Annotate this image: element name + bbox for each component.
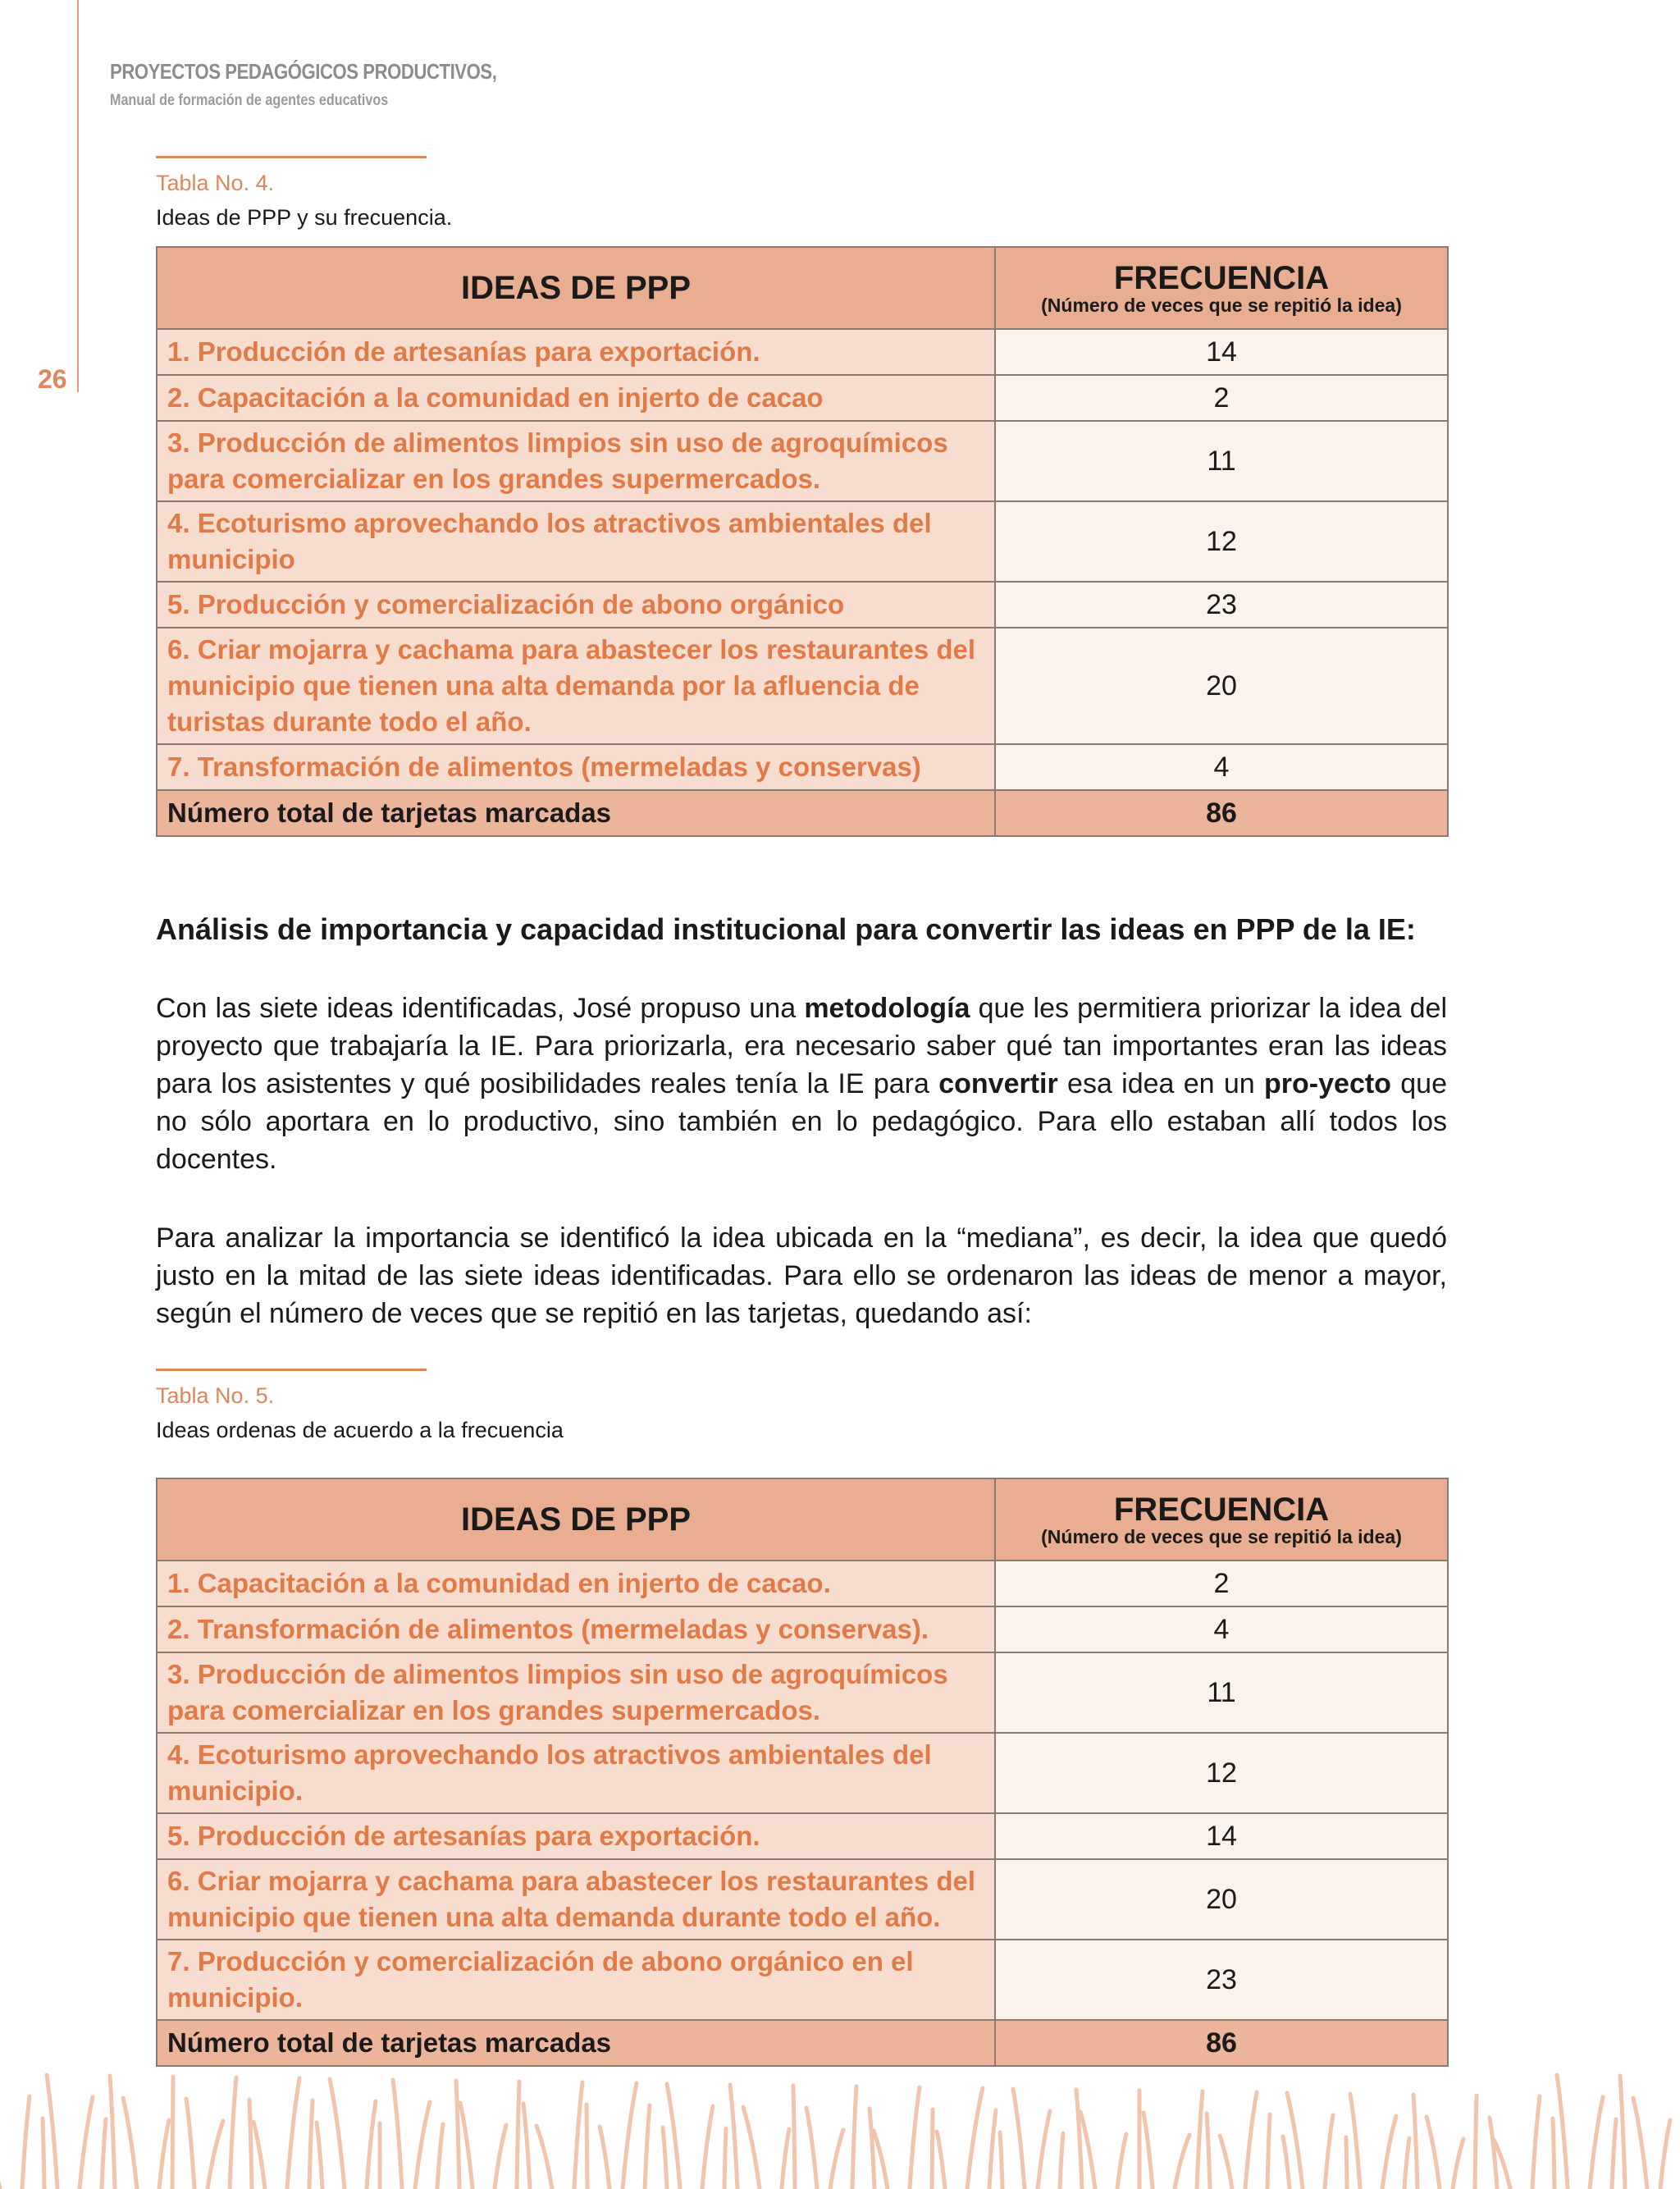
frequency-cell: 4	[995, 1606, 1448, 1652]
table4-caption-label: Tabla No. 4.	[156, 171, 275, 195]
grass-blade	[393, 2080, 402, 2189]
idea-cell: 7. Transformación de alimentos (mermeladas y conservas)	[157, 744, 995, 790]
frequency-cell: 11	[995, 421, 1448, 501]
grass-blade	[1590, 2097, 1603, 2189]
grass-blade	[1325, 2115, 1333, 2189]
grass-blade	[230, 2077, 236, 2189]
table5-caption-label: Tabla No. 5.	[156, 1383, 275, 1408]
grass-blade	[1557, 2075, 1568, 2189]
table5-caption-description: Ideas ordenas de acuerdo a la frecuencia	[156, 1418, 564, 1442]
grass-blade	[22, 2096, 30, 2189]
grass-blade	[743, 2107, 760, 2189]
grass-blade	[1453, 2139, 1463, 2189]
grass-blade	[1350, 2094, 1360, 2189]
grass-blade	[1000, 2132, 1002, 2189]
table-total-row	[157, 790, 1448, 836]
table5	[156, 1478, 1449, 2067]
grass-blade	[663, 2127, 667, 2189]
grass-blade	[317, 2123, 322, 2189]
paragraph-2: Para analizar la importancia se identificó la idea ubicada en la “mediana”, es decir, la idea que quedó justo en la mitad de las siete ideas identificadas. Para ello se ordenaron las ideas de menor a mayor, según el número de veces que se repitió en las tarjetas, quedando así:	[156, 1222, 1447, 1329]
caption-rule	[156, 1369, 427, 1371]
table-row	[157, 628, 1448, 744]
frequency-cell: 14	[995, 1813, 1448, 1859]
idea-cell: 3. Producción de alimentos limpios sin uso de agroquímicos para comercializar en los grandes supermercados.	[157, 1652, 995, 1733]
grass-blade	[667, 2084, 680, 2189]
grass-blade	[1245, 2092, 1257, 2189]
frequency-cell: 2	[995, 375, 1448, 421]
grass-blade	[910, 2087, 920, 2189]
idea-cell: 6. Criar mojarra y cachama para abastecer los restaurantes del municipio que tienen una alta demanda por la afluencia de turistas durante todo el año.	[157, 628, 995, 744]
grass-blade	[645, 2105, 650, 2189]
grass-blade	[1553, 2118, 1554, 2189]
frequency-cell: 4	[995, 744, 1448, 790]
grass-blade	[309, 2100, 313, 2189]
grass-blade	[724, 2128, 726, 2189]
caption-rule	[156, 156, 427, 158]
grass-blade	[852, 2086, 856, 2189]
idea-cell: 5. Producción de artesanías para exportación.	[157, 1813, 995, 1859]
grass-blade	[1207, 2114, 1210, 2189]
column-header-ideas: IDEAS DE PPP	[157, 247, 995, 329]
grass-blade	[47, 2075, 57, 2189]
margin-rule	[77, 0, 79, 392]
idea-cell: 4. Ecoturismo aprovechando los atractivos ambientales del municipio.	[157, 1733, 995, 1813]
frequency-cell: 23	[995, 582, 1448, 628]
grass-blade	[80, 2097, 93, 2189]
table-row	[157, 1652, 1448, 1733]
table-row	[157, 1813, 1448, 1859]
table-header-row	[157, 1478, 1448, 1561]
grass-blade	[1404, 2138, 1409, 2189]
grass-blade	[1660, 2120, 1670, 2189]
grass-blade	[1197, 2091, 1203, 2189]
grass-blade	[1620, 2076, 1625, 2189]
grass-blade	[1060, 2133, 1063, 2189]
idea-cell: 2. Transformación de alimentos (mermeladas y conservas).	[157, 1606, 995, 1652]
grass-blade	[806, 2108, 817, 2189]
grass-blade	[1175, 2135, 1189, 2189]
table-row	[157, 1940, 1448, 2020]
table-row	[157, 1606, 1448, 1652]
grass-blade	[574, 2082, 582, 2189]
section-heading: Análisis de importancia y capacidad institucional para convertir las ideas en PPP de la IE:	[156, 912, 1416, 946]
grass-blade	[536, 2126, 552, 2189]
grass-blade	[495, 2125, 506, 2189]
bold-term: metodología	[804, 993, 970, 1024]
idea-cell: 1. Capacitación a la comunidad en injerto de cacao.	[157, 1561, 995, 1606]
idea-cell: 3. Producción de alimentos limpios sin uso de agroquímicos para comercializar en los grandes supermercados.	[157, 421, 995, 501]
grass-blade	[967, 2088, 983, 2189]
grass-blade	[1532, 2096, 1540, 2189]
grass-blade	[123, 2098, 137, 2189]
total-value: 86	[995, 790, 1448, 836]
grass-blade	[456, 2081, 459, 2189]
column-header-frequency	[995, 247, 1448, 329]
grass-blade	[1633, 2098, 1647, 2189]
grass-blade	[623, 2083, 637, 2189]
grass-blade	[1144, 2113, 1153, 2189]
table-row	[157, 501, 1448, 582]
grass-blade	[253, 2122, 265, 2189]
table-row	[157, 1859, 1448, 1940]
table-row	[157, 1733, 1448, 1813]
idea-cell: 2. Capacitación a la comunidad en injerto de cacao	[157, 375, 995, 421]
grass-blade	[937, 2132, 945, 2189]
frequency-header-title: FRECUENCIA	[1113, 259, 1330, 296]
grass-blade	[793, 2086, 795, 2189]
column-header-frequency	[995, 1478, 1448, 1561]
grass-blade	[1283, 2136, 1290, 2189]
grass-blade	[172, 2077, 173, 2189]
paragraph-1: Con las siete ideas identificadas, José propuso una metodología que les permitiera priorizar la idea del proyecto que trabajaría la IE. Para priorizarla, era necesario saber qué tan importantes eran las ideas para los asistentes y qué posibilidades reales tenía la IE para convertir esa idea en un pro-yecto que no sólo aportara en lo productivo, sino también en lo pedagógico. Para ello estaban allí todos los docentes.	[156, 993, 1448, 1175]
table-row	[157, 1561, 1448, 1606]
frequency-header-subtitle: (Número de veces que se repitió la idea)	[1041, 1525, 1402, 1547]
grass-blade	[1220, 2136, 1232, 2189]
frequency-header-subtitle: (Número de veces que se repitió la idea)	[1041, 294, 1402, 316]
grass-blade	[1267, 2114, 1270, 2189]
grass-blade	[330, 2079, 345, 2189]
grass-blade	[523, 2104, 530, 2189]
table-row	[157, 744, 1448, 790]
grass-blade	[1413, 2095, 1418, 2189]
grass-blade	[870, 2109, 874, 2189]
grass-blade	[1038, 2111, 1050, 2189]
table-row	[157, 421, 1448, 501]
table-row	[157, 329, 1448, 375]
grass-blade	[102, 2119, 106, 2189]
frequency-cell: 12	[995, 501, 1448, 582]
frequency-cell: 20	[995, 628, 1448, 744]
grass-blade	[1612, 2119, 1616, 2189]
frequency-cell: 12	[995, 1733, 1448, 1813]
table4	[156, 246, 1449, 837]
running-header-title: PROYECTOS PEDAGÓGICOS PRODUCTIVOS,	[110, 59, 497, 84]
table-header-row	[157, 247, 1448, 329]
grass-blade	[1475, 2095, 1477, 2189]
frequency-header-title: FRECUENCIA	[1113, 1491, 1330, 1528]
frequency-cell: 2	[995, 1561, 1448, 1606]
total-label: Número total de tarjetas marcadas	[157, 790, 995, 836]
grass-blade	[367, 2101, 376, 2189]
grass-blade	[415, 2102, 430, 2189]
idea-cell: 1. Producción de artesanías para exportación.	[157, 329, 995, 375]
grass-blade	[287, 2078, 299, 2189]
frequency-cell: 20	[995, 1859, 1448, 1940]
grass-blade	[600, 2127, 609, 2189]
grass-blade	[1346, 2137, 1347, 2189]
bold-term: convertir	[938, 1068, 1058, 1099]
grass-blade	[43, 2118, 44, 2189]
grass-blade	[989, 2110, 996, 2189]
grass-blade	[702, 2106, 713, 2189]
frequency-cell: 23	[995, 1940, 1448, 2020]
idea-cell: 5. Producción y comercialización de abono orgánico	[157, 582, 995, 628]
grass-blade	[249, 2100, 252, 2189]
grass-blade	[1117, 2134, 1126, 2189]
grass-blade	[782, 2129, 789, 2189]
page-number: 26	[38, 364, 67, 394]
column-header-ideas: IDEAS DE PPP	[157, 1478, 995, 1561]
running-header-subtitle: Manual de formación de agentes educativos	[110, 92, 389, 109]
idea-cell: 7. Producción y comercialización de abono orgánico en el municipio.	[157, 1940, 995, 2020]
total-label: Número total de tarjetas marcadas	[157, 2020, 995, 2066]
grass-blade	[1076, 2090, 1082, 2189]
grass-blade	[1013, 2089, 1025, 2189]
grass-blade	[932, 2109, 933, 2189]
grass-blade	[159, 2120, 169, 2189]
table-row	[157, 375, 1448, 421]
grass-blade	[1427, 2117, 1440, 2189]
table4-caption-description: Ideas de PPP y su frecuencia.	[156, 205, 453, 230]
grass-blade	[517, 2082, 519, 2189]
bold-term: pro-yecto	[1264, 1068, 1391, 1099]
grass-blade	[110, 2076, 115, 2189]
frequency-cell: 11	[995, 1652, 1448, 1733]
frequency-cell: 14	[995, 329, 1448, 375]
total-value: 86	[995, 2020, 1448, 2066]
grass-blade	[186, 2099, 194, 2189]
grass-blade	[208, 2121, 223, 2189]
table-row	[157, 582, 1448, 628]
idea-cell: 6. Criar mojarra y cachama para abastecer los restaurantes del municipio que tienen una alta demanda durante todo el año.	[157, 1859, 995, 1940]
grass-blade	[1490, 2118, 1497, 2189]
grass-blade	[437, 2124, 443, 2189]
grass-blade	[1382, 2116, 1396, 2189]
grass-blade	[460, 2103, 472, 2189]
idea-cell: 4. Ecoturismo aprovechando los atractivos ambientales del municipio	[157, 501, 995, 582]
grass-blade	[830, 2130, 843, 2189]
table-total-row	[157, 2020, 1448, 2066]
grass-decoration	[0, 2066, 1680, 2189]
grass-blade	[730, 2085, 737, 2189]
